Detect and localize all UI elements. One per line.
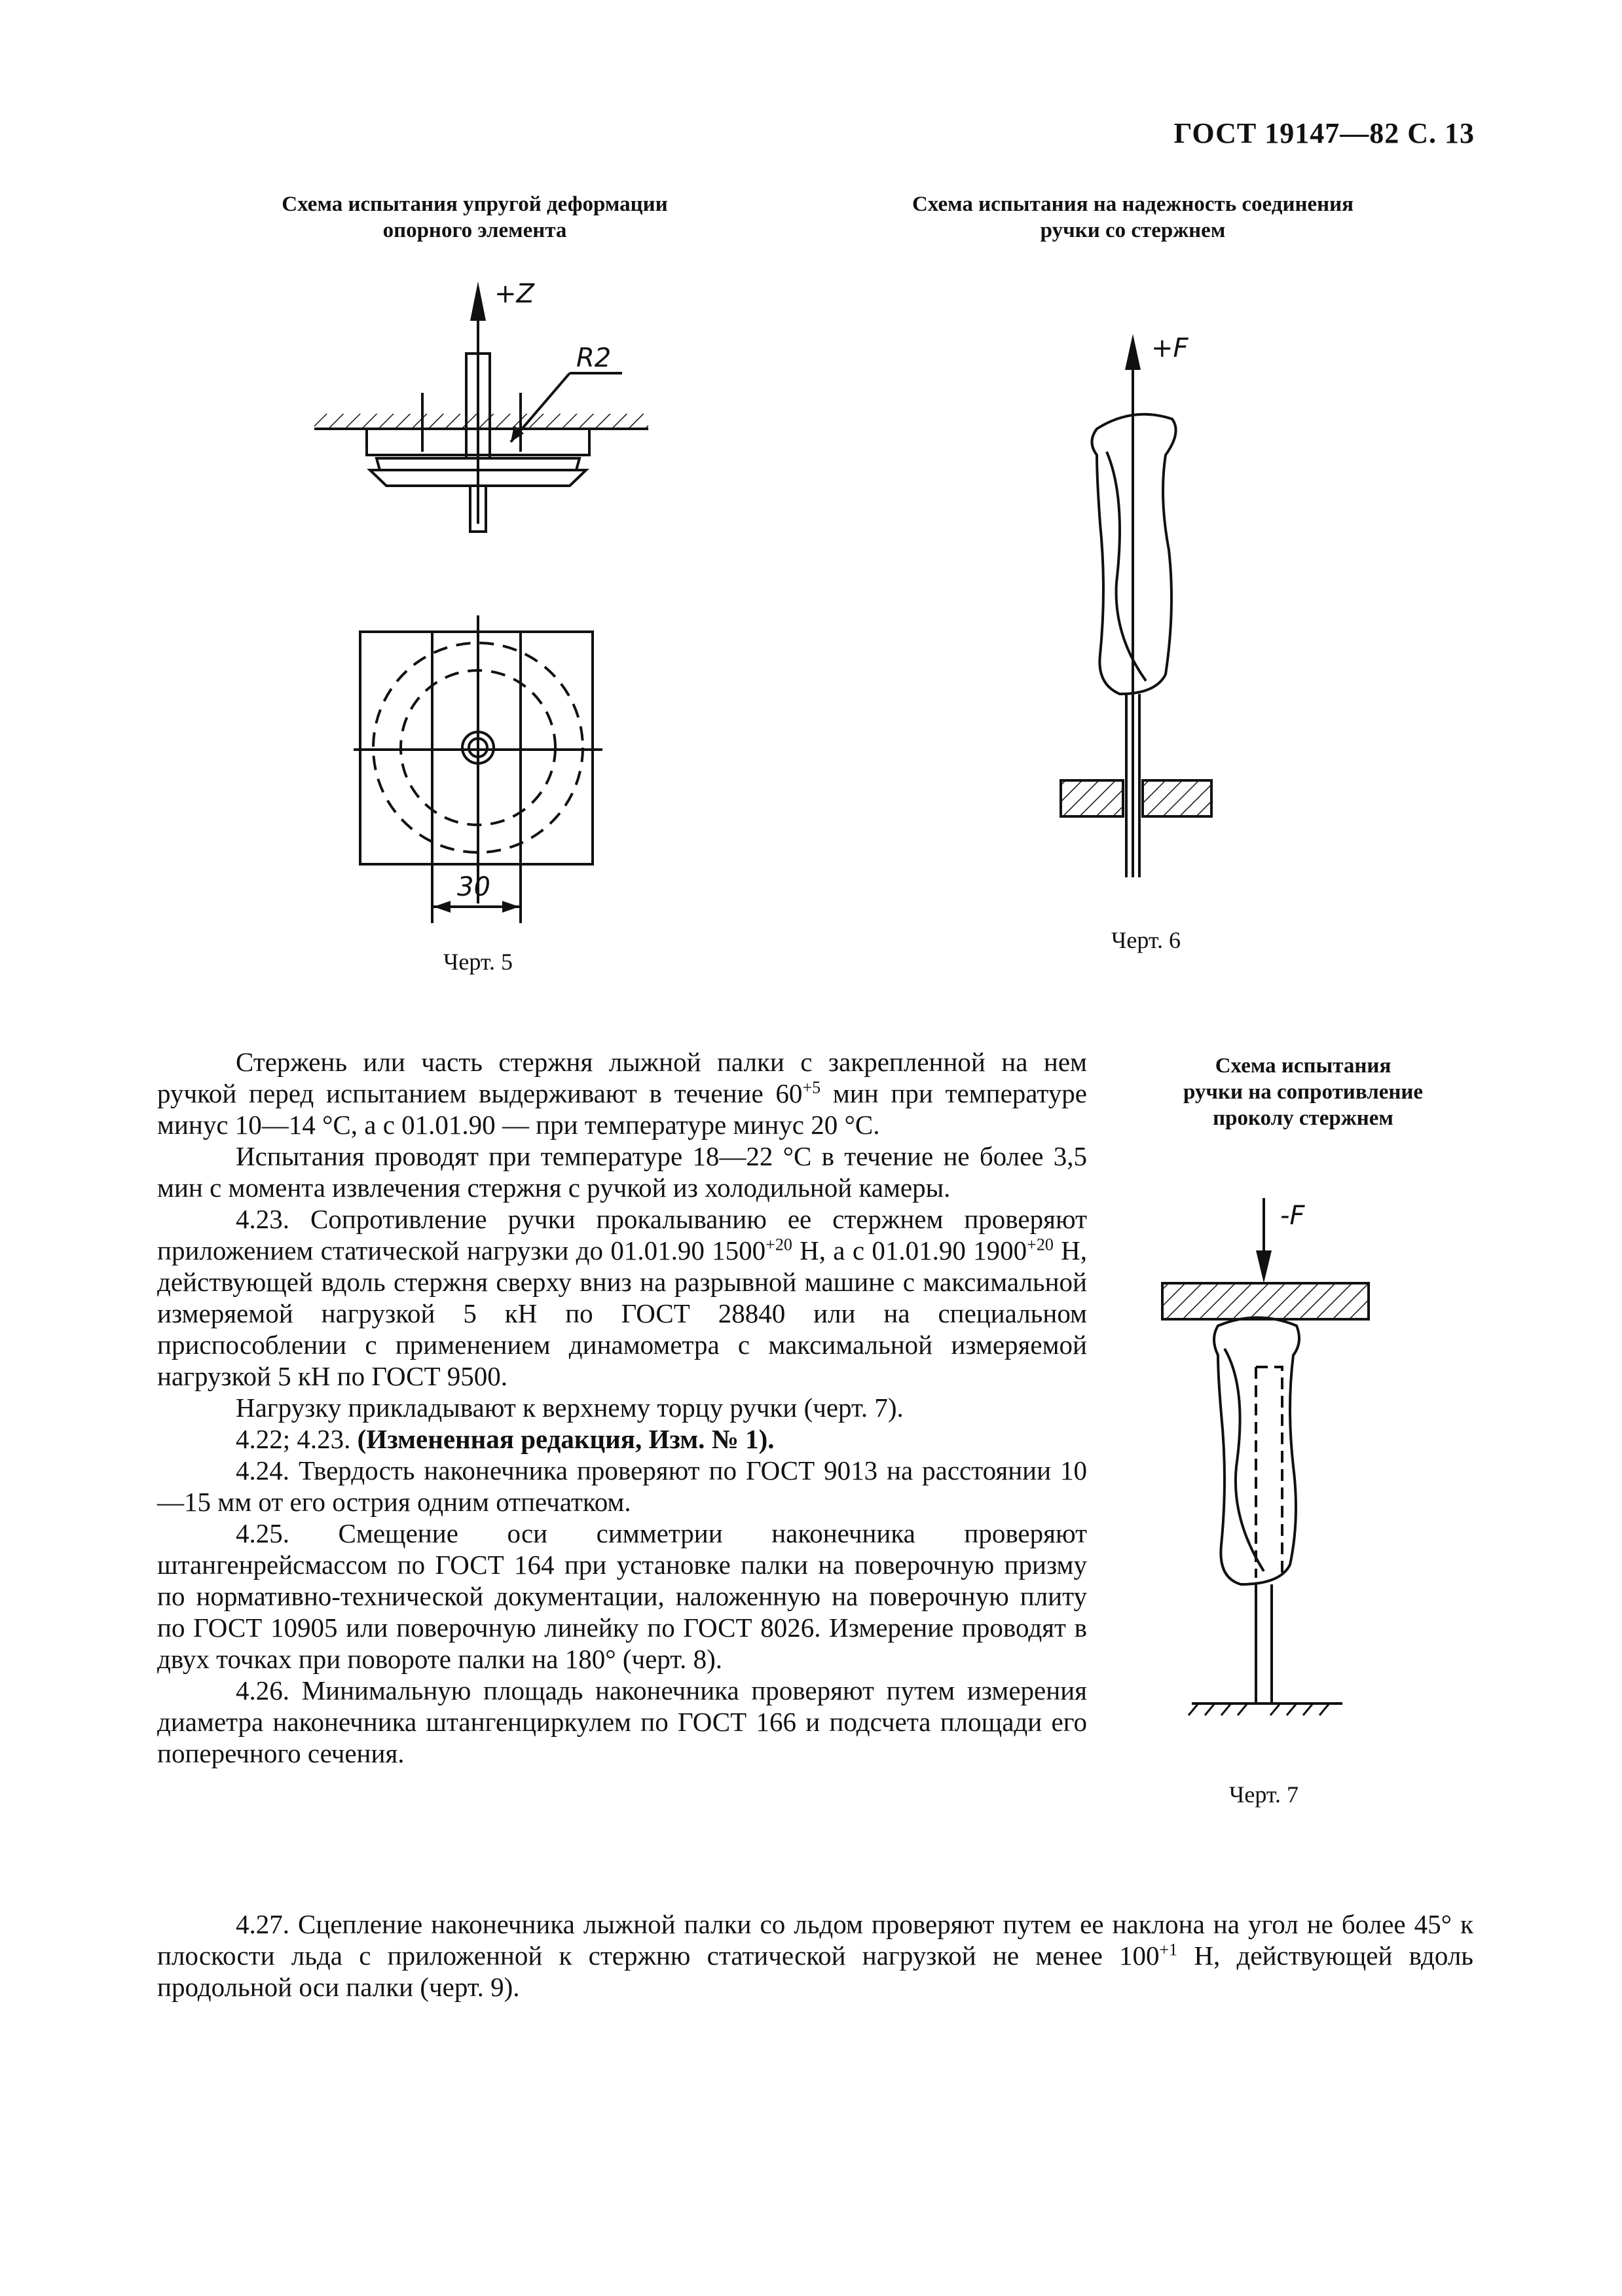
paragraph: 4.25. Смещение оси симметрии наконечника проверяют штангенрейсмассом по ГОСТ 164 при установке палки на поверочную призму по нормативно-технической документации, наложенную на поверочную плиту по ГОСТ 10905 или поверочную линейку по ГОСТ 8026. Измерение проводят в двух точках при повороте палки на 180° (черт. 8). xyxy=(157,1518,1087,1674)
fig5-label-z: +Z xyxy=(494,279,534,309)
paragraph: 4.24. Твердость наконечника проверяют по ГОСТ 9013 на расстоянии 10—15 мм от его острия одним отпечатком. xyxy=(157,1455,1087,1517)
paragraph: Стержень или часть стержня лыжной палки с закрепленной на нем ручкой перед испытанием выдерживают в течение $60^{+5}$ мин при температуре минус 10—14 °С, а с 01.01.90 — при температуре минус 20 °С. xyxy=(157,1047,1087,1140)
paragraph: 4.27. Сцепление наконечника лыжной палки со льдом проверяют путем ее наклона на угол не более 45° к плоскости льда с приложенной к стержню статической нагрузкой не менее $100^{+1}$ Н, действующей вдоль продольной оси палки (черт. 9). xyxy=(157,1909,1473,2002)
fig6-drawing xyxy=(1035,327,1283,903)
paragraph: Нагрузку прикладывают к верхнему торцу ручки (черт. 7). xyxy=(236,1393,904,1423)
paragraph: 4.23. Сопротивление ручки прокалыванию ее стержнем проверяют приложением статической нагрузки до 01.01.90 $1500^{+20}$ Н, а с 01.01.90 $1900^{+20}$ Н, действующей вдоль стержня сверху вниз на разрывной машине с максимальной измеряемой нагрузкой 5 кН по ГОСТ 28840 или на специальном приспособлении с применением динамометра с максимальной измеряемой нагрузкой 5 кН по ГОСТ 9500. xyxy=(157,1204,1087,1391)
fig6-caption: Черт. 6 xyxy=(1111,927,1181,953)
fig6-label-f: +F xyxy=(1151,333,1189,363)
fig5-caption: Черт. 5 xyxy=(443,949,513,975)
fig7-drawing xyxy=(1126,1192,1401,1755)
fig5-title: Схема испытания упругой деформации опорного элемента xyxy=(282,192,668,242)
fig7-title: Схема испытания ручки на сопротивление проколу стержнем xyxy=(1183,1054,1424,1130)
fig6-title: Схема испытания на надежность соединения ручки со стержнем xyxy=(912,192,1354,242)
body-text-column xyxy=(157,1046,1087,1769)
fig5-drawing xyxy=(295,262,674,969)
fig7-label-f: -F xyxy=(1280,1201,1305,1231)
paragraph: 4.22; 4.23. (Измененная редакция, Изм. № 1). xyxy=(236,1424,775,1454)
paragraph: Испытания проводят при температуре 18—22 °С в течение не более 3,5 мин с момента извлечения стержня с ручкой из холодильной камеры. xyxy=(157,1141,1087,1203)
fig5-label-r: R2 xyxy=(576,343,612,373)
page-header: ГОСТ 19147—82 С. 13 xyxy=(1173,117,1475,149)
body-text-full xyxy=(157,1908,1473,2003)
fig5-dimension: 30 xyxy=(457,872,490,902)
paragraph: 4.26. Минимальную площадь наконечника проверяют путем измерения диаметра наконечника штангенциркулем по ГОСТ 166 и подсчета площади его поперечного сечения. xyxy=(157,1675,1087,1768)
fig7-caption: Черт. 7 xyxy=(1229,1781,1299,1808)
